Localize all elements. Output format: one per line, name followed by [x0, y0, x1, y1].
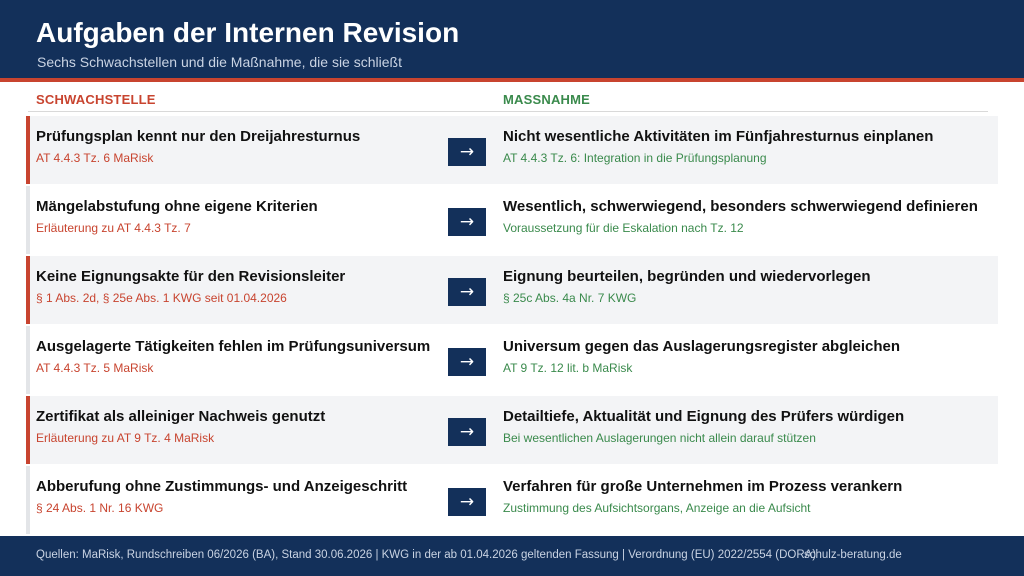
weakness-reference: Erläuterung zu AT 9 Tz. 4 MaRisk: [36, 431, 215, 445]
row-marker: [26, 186, 30, 254]
measure-title: Nicht wesentliche Aktivitäten im Fünfjahresturnus einplanen: [503, 128, 934, 145]
weakness-reference: § 24 Abs. 1 Nr. 16 KWG: [36, 501, 164, 515]
row-marker: [26, 256, 30, 324]
weakness-title: Abberufung ohne Zustimmungs- und Anzeigeschritt: [36, 478, 408, 495]
weakness-title: Ausgelagerte Tätigkeiten fehlen im Prüfungsuniversum: [36, 338, 431, 355]
measure-reference: § 25c Abs. 4a Nr. 7 KWG: [503, 291, 637, 305]
weakness-title: Zertifikat als alleiniger Nachweis genutzt: [36, 408, 326, 425]
header-accent-stripe: [0, 78, 1024, 82]
measure-title: Universum gegen das Auslagerungsregister abgleichen: [503, 338, 901, 355]
row-marker: [26, 116, 30, 184]
arrow-right-icon: →: [448, 138, 486, 166]
measure-title: Eignung beurteilen, begründen und wiedervorlegen: [503, 268, 871, 285]
measure-reference: Voraussetzung für die Eskalation nach Tz. 12: [503, 221, 744, 235]
weakness-title: Prüfungsplan kennt nur den Dreijahresturnus: [36, 128, 361, 145]
measure-title: Detailtiefe, Aktualität und Eignung des Prüfers würdigen: [503, 408, 905, 425]
arrow-right-icon: →: [448, 208, 486, 236]
row-marker: [26, 326, 30, 394]
measure-reference: AT 9 Tz. 12 lit. b MaRisk: [503, 361, 633, 375]
measure-title: Wesentlich, schwerwiegend, besonders schwerwiegend definieren: [503, 198, 978, 215]
page-subtitle: Sechs Schwachstellen und die Maßnahme, die sie schließt: [37, 54, 402, 70]
weakness-title: Keine Eignungsakte für den Revisionsleiter: [36, 268, 346, 285]
column-heading-measure: MASSNAHME: [503, 92, 591, 107]
arrow-right-icon: →: [448, 418, 486, 446]
weakness-reference: AT 4.4.3 Tz. 5 MaRisk: [36, 361, 154, 375]
arrow-right-icon: →: [448, 278, 486, 306]
weakness-reference: AT 4.4.3 Tz. 6 MaRisk: [36, 151, 154, 165]
list-item: [26, 186, 998, 254]
weakness-measure-list: [26, 116, 998, 536]
header-bar: [0, 0, 1024, 78]
list-item: [26, 256, 998, 324]
measure-reference: Zustimmung des Aufsichtsorgans, Anzeige an die Aufsicht: [503, 501, 811, 515]
weakness-title: Mängelabstufung ohne eigene Kriterien: [36, 198, 318, 215]
row-marker: [26, 396, 30, 464]
page-title: Aufgaben der Internen Revision: [36, 17, 460, 48]
footer-sources: Quellen: MaRisk, Rundschreiben 06/2026 (BA), Stand 30.06.2026 | KWG in der ab 01.04.2026 geltenden Fassung | Verordnung (EU) 2022/2554 (DORA): [36, 549, 817, 561]
list-item: [26, 116, 998, 184]
column-heading-weakness: SCHWACHSTELLE: [36, 92, 156, 107]
arrow-right-icon: →: [448, 348, 486, 376]
weakness-reference: § 1 Abs. 2d, § 25e Abs. 1 KWG seit 01.04.2026: [36, 291, 287, 305]
row-marker: [26, 466, 30, 534]
measure-title: Verfahren für große Unternehmen im Prozess verankern: [503, 478, 903, 495]
footer-bar: [0, 536, 1024, 576]
measure-reference: Bei wesentlichen Auslagerungen nicht allein darauf stützen: [503, 431, 816, 445]
list-item: [26, 396, 998, 464]
measure-reference: AT 4.4.3 Tz. 6: Integration in die Prüfungsplanung: [503, 151, 767, 165]
list-item: [26, 466, 998, 534]
list-item: [26, 326, 998, 394]
footer-website: schulz-beratung.de: [804, 549, 902, 561]
column-divider: [28, 111, 988, 112]
weakness-reference: Erläuterung zu AT 4.4.3 Tz. 7: [36, 221, 191, 235]
arrow-right-icon: →: [448, 488, 486, 516]
